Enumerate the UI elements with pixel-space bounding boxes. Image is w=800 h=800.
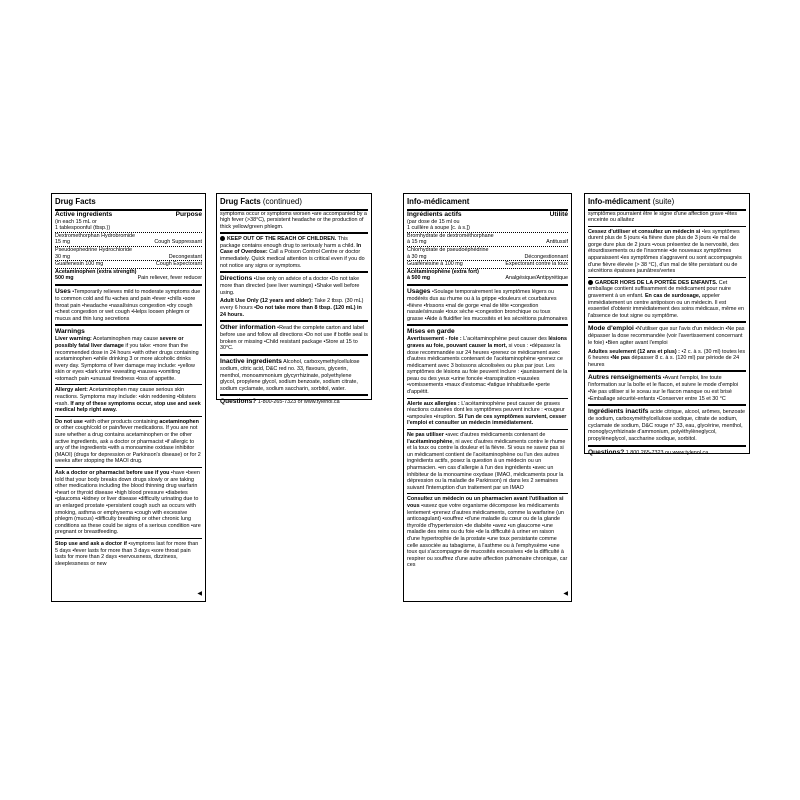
ingredient-row: 500 mg Pain reliever, fever reducer <box>55 275 202 282</box>
questions: Questions? 1 800 265-7323 ou www.tylenol.ca <box>588 445 746 457</box>
directions-section: Directions •Use only on advice of a doctor •Do not take more than directed (see liver warnings) •Shake well before using. Adult Use Only (12 years and older): Take 2 tbsp. (30 mL) every 6 hours •Do not take more than 8 tbsp. (120 mL) in 24 hours. <box>220 271 368 318</box>
ingredient-row: à 500 mg Analgésique/Antipyrétique <box>407 275 568 282</box>
continue-arrow-icon: ◀ <box>197 590 202 597</box>
panel-title: Drug Facts <box>55 194 202 211</box>
dose-note: (in each 15 mL or <box>55 218 97 225</box>
ingredient-name: Dextromethorphan Hydrobromide <box>55 232 135 239</box>
continue-arrow-icon: ◀ <box>563 590 568 597</box>
ingredient-name: Acetaminophen (extra strength) <box>55 268 137 275</box>
stop-use: Cessez d'utiliser et consultez un médecin si •les symptômes durent plus de 5 jours •la fièvre dure plus de 3 jours •le mal de gorge dure plus de 2 jours •vous présentez de la nervosité, des étourdissements ou de l'insomnie •de nouveaux symptômes apparaissent •les symptômes s'aggravent ou sont accompagnés d'une fièvre élevée (> 38 °C), d'un mal de tête persistant ou de sécrétions épaisses jaunâtres/vertes <box>588 226 746 275</box>
other-information: Autres renseignements •Avant l'emploi, lire toute l'information sur la boîte et le flacon, et suivre le mode d'emploi •Ne pas utiliser si le sceau sur le flacon manque ou est brisé •Emballage sécurité-enfants •Conserver entre 15 et 30 °C <box>588 370 746 402</box>
drug-facts-panel-2 <box>216 193 372 406</box>
purpose-heading: Purpose <box>175 210 202 218</box>
active-ingredients-heading: Ingrédients actifs <box>407 210 462 218</box>
liver-warning: Liver warning: Acetaminophen may cause severe or possibly fatal liver damage if you take: •more than the recommended dose in 24 hours •with other drugs containing acetaminophen •while drinking 3 or more alcoholic drinks every day. Symptoms of liver damage may include: •yellow skin or eyes •dark urine •sweating •nausea •vomiting •stomach pain •unusual tiredness •loss of appetite. <box>55 336 199 382</box>
ingredient-name: Chlorhydrate de pseudoéphédrine <box>407 246 489 253</box>
ingredient-row: Guaifenesin 100 mg Cough Expectorant <box>55 261 202 268</box>
do-not-use: Do not use •with other products containing acetaminophen or other cough/cold or pain/fever medications. If you are not sure whether a drug contains acetaminophen or the other active ingredients, ask a doctor or pharmacist •if allergic to any of the ingredients •with a monoamine oxidase inhibitor (MAOI) (drugs for depression or Parkinson's disease) or for 2 weeks after stopping the MAOI drug. <box>55 416 202 465</box>
ingredient-name: Acétaminophène (extra fort) <box>407 268 479 275</box>
warnings-section: Mises en garde Avertissement - foie : L'acétaminophène peut causer des lésions graves au foie, pouvant causer la mort, si vous : •dépassez la dose recommandée sur 24 heures •prenez ce médicament avec d'autres médicaments contenant de l'acétaminophène •prenez ce médicament avec 3 boissons alcoolisées ou plus par jour. Les symptômes de lésions au foie peuvent inclure : •jaunissement de la peau ou des yeux •urine foncée •transpiration •nausées •vomissements •maux d'estomac •fatigue inhabituelle •perte d'appétit. Alerte aux allergies : L'acétaminophène peut causer de graves réactions cutanées dont les symptômes peuvent inclure : •rougeur •ampoules •éruption. Si l'un de ces symptômes survient, cesser l'emploi et consulter un médecin immédiatement. Ne pas utiliser •avec d'autres médicaments contenant de l'acétaminophène, ni avec d'autres médicaments contre le rhume et la toux ou contre la douleur et la fièvre. Si vous ne savez pas si un médicament contient de l'acétaminophène ou l'un des autres ingrédients actifs, posez la question à un médecin ou un pharmacien. •en cas d'allergie à l'un des ingrédients •avec un inhibiteur de la monoamine oxydase (IMAO, médicaments pour la dépression ou la maladie de Parkinson) ni dans les 2 semaines suivant l'interruption d'un traitement par un IMAO Consultez un médecin ou un pharmacien avant l'utilisation si vous •savez que votre organisme décompose les médicaments lentement •prenez d'autres médicaments, comme la warfarine (un anticoagulant) •souffrez •d'une maladie du cœur ou de la glande thyroïde d'hypertension •de diabète •avez •un glaucome •une maladie des reins ou du foie •de la difficulté à uriner en raison d'une hypertrophie de la prostate •une toux persistante comme celle associée au tabagisme, à l'asthme ou à l'emphysème •une toux qui s'accompagne de mucosités excessives •de la difficulté à respirer ou souffrez d'une autre affection pulmonaire chronique, car ces <box>407 324 568 569</box>
panel-title: Info-médicament <box>407 194 568 211</box>
panel-title: Drug Facts (continued) <box>220 194 368 211</box>
drug-facts-panel-1 <box>51 193 206 602</box>
ingredient-row: Guaifénésine à 100 mg Expectorant contre la toux <box>407 261 568 268</box>
info-medicament-panel-2 <box>584 193 750 454</box>
stop-use: Stop use and ask a doctor if •symptoms last for more than 5 days •fever lasts for more than 3 days •sore throat pain lasts for more than 2 days •nervousness, dizziness, sleeplessness or new <box>55 538 202 567</box>
bullet-icon <box>220 236 225 241</box>
ingredient-row: à 15 mg Antitussif <box>407 239 568 246</box>
inactive-ingredients: Inactive ingredients Alcohol, carboxymethylcellulose sodium, citric acid, D&C red no. 33, flavours, glycerin, menthol, monoammonium glycyrrhizinate, polyethylene glycol, propylene glycol, sodium benzoate, sodium citrate, sodium cyclamate, sodium saccharin, sorbitol, water. <box>220 354 368 392</box>
continued-text: symptômes pourraient être le signe d'une affection grave •êtes enceinte ou allaitez <box>588 210 738 224</box>
uses-section: Usages •Soulage temporairement les symptômes légers ou modérés dus au rhume ou à la grippe •douleurs et courbatures •fièvre •frissons •mal de gorge •mal de tête •congestion nasale/sinusale •toux sèche •congestion bronchique ou toux grasse •Aide à fluidifier les mucosités et les sécrétions pulmonaires <box>407 284 568 322</box>
inactive-ingredients: Ingrédients inactifs acide citrique, alcool, arômes, benzoate de sodium, carboxyméthylcellulose sodique, citrate de sodium, cyclamate de sodium, D&C rouge n° 33, eau, glycérine, menthol, monoglycyrrhizinate d'ammonium, polyéthylèneglycol, propylèneglycol, saccharine sodique, sorbitol. <box>588 404 746 442</box>
do-not-use: Ne pas utiliser •avec d'autres médicaments contenant de l'acétaminophène, ni avec d'autres médicaments contre le rhume et la toux ou contre la douleur et la fièvre. Si vous ne savez pas si un médicament contient de l'acétaminophène ou l'un des autres ingrédients actifs, posez la question à un médecin ou un pharmacien. •en cas d'allergie à l'un des ingrédients •avec un inhibiteur de la monoamine oxydase (IMAO, médicaments pour la dépression ou la maladie de Parkinson) ni dans les 2 semaines suivant l'interruption d'un traitement par un IMAO <box>407 429 568 491</box>
warnings-section: Warnings Liver warning: Acetaminophen may cause severe or possibly fatal liver damage if you take: •more than the recommended dose in 24 hours •with other drugs containing acetaminophen •while drinking 3 or more alcoholic drinks every day. Symptoms of liver damage may include: •yellow skin or eyes •dark urine •sweating •nausea •vomiting •stomach pain •unusual tiredness •loss of appetite. Allergy alert: Acetaminophen may cause serious skin reactions. Symptoms may include: •skin reddening •blisters •rash. If any of these symptoms occur, stop use and seek medical help right away. Do not use •with other products containing acetaminophen or other cough/cold or pain/fever medications. If you are not sure whether a drug contains acetaminophen or the other active ingredients, ask a doctor or pharmacist •if allergic to any of the ingredients •with a monoamine oxidase inhibitor (MAOI) (drugs for depression or Parkinson's disease) or for 2 weeks after stopping the MAOI drug. Ask a doctor or pharmacist before use if you •have •been told that your body breaks down drugs slowly or are taking other medications including the blood thinning drug warfarin •heart or thyroid disease •high blood pressure •diabetes •glaucoma •kidney or liver disease •difficulty urinating due to an enlarged prostate •persistent cough such as occurs with smoking, asthma or emphysema •cough with excessive phlegm (mucus) •difficulty breathing or other chronic lung conditions as these could be signs of a serious condition •are pregnant or breastfeeding. Stop use and ask a doctor if •symptoms last for more than 5 days •fever lasts for more than 3 days •sore throat pain lasts for more than 2 days •nervousness, dizziness, sleeplessness or new <box>55 324 202 567</box>
panel-title: Info-médicament (suite) <box>588 194 746 211</box>
ingredient-row: à 30 mg Décongestionnant <box>407 253 568 260</box>
continued-text: symptoms occur or symptoms worsen •are accompanied by a high fever (>38°C), persistent headache or the production of thick yellow/green phlegm. <box>220 210 367 230</box>
keep-out-of-reach: GARDER HORS DE LA PORTÉE DES ENFANTS. Cet emballage contient suffisamment de médicament pour nuire gravement à un enfant. En cas de surdosage, appeler immédiatement un centre antipoison ou un médecin. Il est essentiel d'obtenir immédiatement des soins médicaux, même en l'absence de tout signe ou symptôme. <box>588 277 746 320</box>
dose-note-2: 1 tablespoonful (tbsp.)) <box>55 225 111 232</box>
ingredient-row: 15 mg Cough Suppressant <box>55 239 202 246</box>
uses-section: Uses •Temporarily relieves mild to moderate symptoms due to common cold and flu •aches and pain •fever •chills •sore throat pain •headache •nasal/sinus congestion •dry cough •chest congestion or wet cough •Helps loosen phlegm or mucus and thin lung secretions <box>55 284 202 322</box>
liver-warning: Avertissement - foie : L'acétaminophène peut causer des lésions graves au foie, pouvant causer la mort, si vous : •dépassez la dose recommandée sur 24 heures •prenez ce médicament avec d'autres médicaments contenant de l'acétaminophène •prenez ce médicament avec 3 boissons alcoolisées ou plus par jour. Les symptômes de lésions au foie peuvent inclure : •jaunissement de la peau ou des yeux •urine foncée •transpiration •nausées •vomissements •maux d'estomac •fatigue inhabituelle •perte d'appétit. <box>407 336 568 396</box>
questions: Questions? 1-800-265-7323 or www.tylenol.ca <box>220 394 368 406</box>
ask-doctor: Ask a doctor or pharmacist before use if you •have •been told that your body breaks down drugs slowly or are taking other medications including the blood thinning drug warfarin •heart or thyroid disease •high blood pressure •diabetes •glaucoma •kidney or liver disease •difficulty urinating due to an enlarged prostate •persistent cough such as occurs with smoking, asthma or emphysema •cough with excessive phlegm (mucus) •difficulty breathing or other chronic lung conditions as these could be signs of a serious condition •are pregnant or breastfeeding. <box>55 467 202 536</box>
bullet-icon <box>588 280 593 285</box>
info-medicament-panel-1 <box>403 193 572 602</box>
ask-doctor: Consultez un médecin ou un pharmacien avant l'utilisation si vous •savez que votre organisme décompose les médicaments lentement •prenez d'autres médicaments, comme la warfarine (un anticoagulant) •souffrez •d'une maladie du cœur ou de la glande thyroïde d'hypertension •de diabète •avez •un glaucome •une maladie des reins ou du foie •de la difficulté à uriner en raison d'une hypertrophie de la prostate •une toux persistante comme celle associée au tabagisme, à l'asthme ou à l'emphysème •une toux qui s'accompagne de mucosités excessives •de la difficulté à respirer ou souffrez d'une autre affection pulmonaire chronique, car ces <box>407 493 568 569</box>
ingredient-row: 30 mg Decongestant <box>55 253 202 260</box>
allergy-alert: Alerte aux allergies : L'acétaminophène peut causer de graves réactions cutanées dont les symptômes peuvent inclure : •rougeur •ampoules •éruption. Si l'un de ces symptômes survient, cesser l'emploi et consulter un médecin immédiatement. <box>407 398 568 427</box>
directions-section: Mode d'emploi •N'utiliser que sur l'avis d'un médecin •Ne pas dépasser la dose recommandée (voir l'avertissement concernant le foie) •Bien agiter avant l'emploi Adultes seulement (12 ans et plus) : •2 c. à s. (30 ml) toutes les 6 heures •Ne pas dépasser 8 c. à s. (120 ml) par période de 24 heures <box>588 321 746 368</box>
active-ingredients-heading: Active ingredients <box>55 210 113 218</box>
purpose-heading: Utilité <box>549 210 568 218</box>
dose-note: (par dose de 15 ml ou <box>407 218 460 225</box>
other-information: Other information •Read the complete carton and label before use and follow all directions •Do not use if bottle seal is broken or missing •Child resistant package •Store at 15 to 30°C. <box>220 320 368 352</box>
dose-note-2: 1 cuillère à soupe [c. à s.]) <box>407 225 470 232</box>
keep-out-of-reach: KEEP OUT OF THE REACH OF CHILDREN. This package contains enough drug to seriously harm a child. In Case of Overdose: Call a Poison Control Centre or doctor immediately. Quick medical attention is critical even if you do not notice any signs or symptoms. <box>220 232 368 269</box>
allergy-alert: Allergy alert: Acetaminophen may cause serious skin reactions. Symptoms may include: •skin reddening •blisters •rash. If any of these symptoms occur, stop use and seek medical help right away. <box>55 384 202 413</box>
ingredient-name: Bromhydrate de dextrométhorphane <box>407 232 494 239</box>
ingredient-name: Pseudoephedrine Hydrochloride <box>55 246 133 253</box>
